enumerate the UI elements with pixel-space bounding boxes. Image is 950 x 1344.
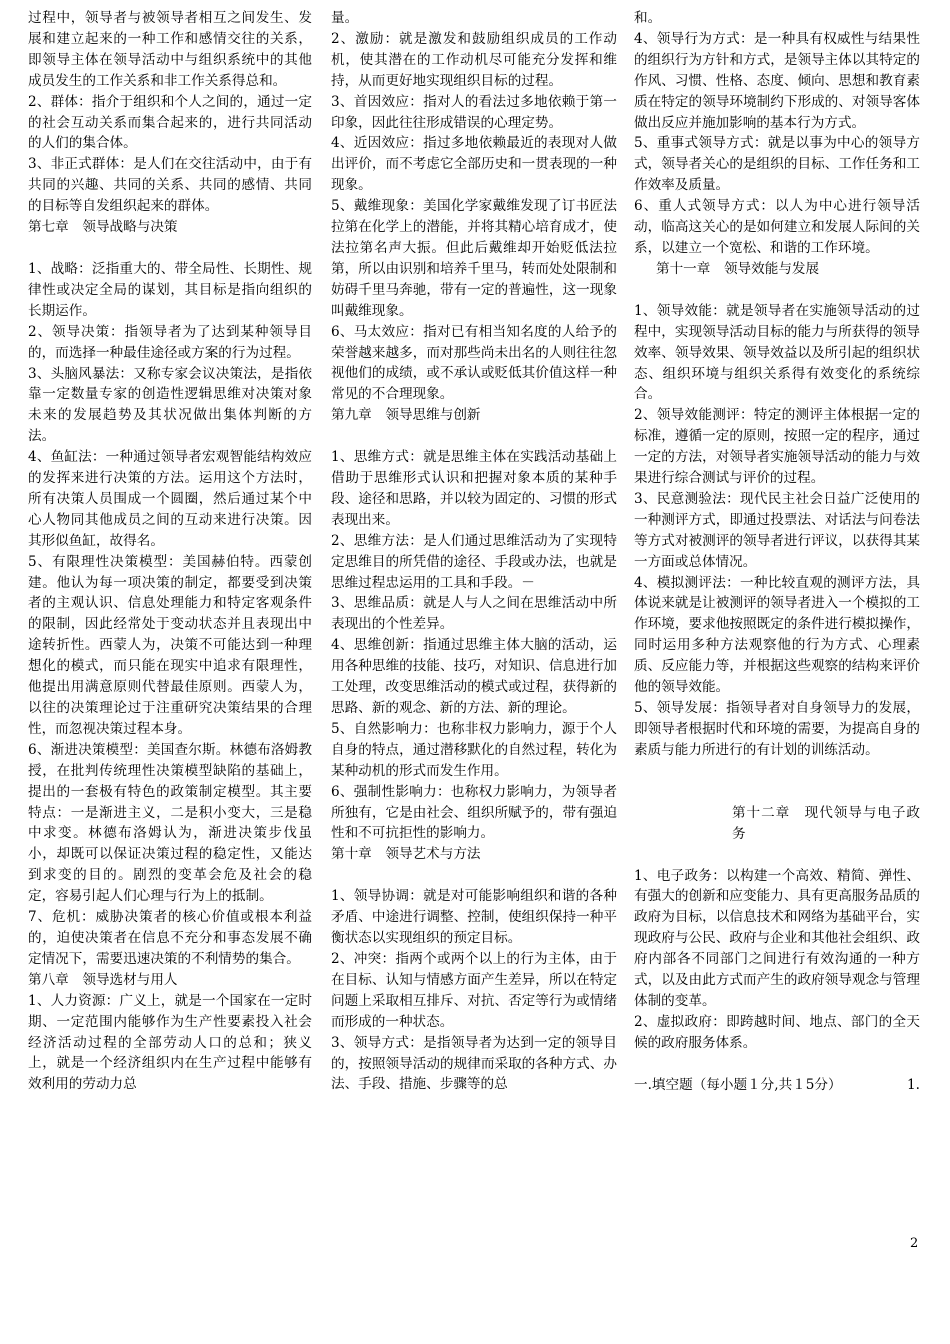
chapter-12-heading: 第十二章 现代领导与电子政务	[732, 804, 920, 842]
paragraph-simulation-evaluation: 4、模拟测评法：一种比较直观的测评方法，具体说来就是让被测评的领导者进入一个模拟的工作环境，要求他按照既定的条件进行模拟操作，同时运用多种方法观察他的行为方式、心理素质、反应能力等，并根据这些观察的结构来评价他的领导效能。	[634, 574, 920, 696]
paragraph-coordination: 1、领导协调：就是对可能影响组织和谐的各种矛盾、中途进行调整、控制，使组织保持一种平衡状态以实现组织的预定目标。	[331, 888, 617, 947]
paragraph-leadership-style: 3、领导方式：是指领导者为达到一定的领导目的，按照领导活动的规律而采取的各种方式、办法、手段、措施、步骤等的总	[331, 1034, 617, 1093]
paragraph-primacy-effect: 3、首因效应：指对人的看法过多地依赖于第一印象，因此往往形成错误的心理定势。	[331, 93, 617, 131]
paragraph-relationship: 过程中，领导者与被领导者相互之间发生、发展和建立起来的一种工作和感情交往的关系，即领导主体在领导活动中与组织系统中的其他成员发生的工作关系和非工作关系得总和。	[28, 10, 312, 89]
page-number: 2	[910, 1236, 919, 1251]
paragraph-task-oriented: 5、重事式领导方式：就是以事为中心的领导方式，领导者关心的是组织的目标、工作任务和工作效率及质量。	[634, 135, 920, 194]
paragraph-thinking-quality: 3、思维品质：就是人与人之间在思维活动中所表现出的个性差异。	[331, 595, 617, 633]
paragraph-motivation: 2、激励：就是激发和鼓励组织成员的工作动机，使其潜在的工作动机尽可能充分发挥和维持，从而更好地实现组织目标的过程。	[331, 30, 617, 89]
paragraph-leadership-behavior: 4、领导行为方式：是一种具有权威性与结果性的组织行为方针和方式，是领导主体以其特定的作风、习惯、性格、态度、倾向、思想和教育素质在特定的领导环境制约下形成的、对领导客体做出反应并施加影响的基本行为方式。	[634, 30, 920, 131]
paragraph-bounded-rationality: 5、有限理性决策模型：美国赫伯特。西蒙创建。他认为每一项决策的制定，都要受到决策者的主观认识、信息处理能力和特定客观条件的限制，因此经常处于变动状态并且表现出中途转折性。西蒙人为，决策不可能达到一种理想化的模式，而只能在现实中追求有限理性，他提出用满意原则代替最佳原则。西蒙人为，以往的决策理论过于注重研究决策结果的合理性，而忽视决策过程本身。	[28, 553, 312, 737]
chapter-10-heading: 第十章 领导艺术与方法	[331, 846, 481, 863]
paragraph-leadership-decision: 2、领导决策：指领导者为了达到某种领导目的，而选择一种最佳途径或方案的行为过程。	[28, 323, 312, 361]
paragraph-human-resources: 1、人力资源：广义上，就是一个国家在一定时期、一定范围内能够作为生产性要素投入社会经济活动过程的全部劳动人口的总和；狭义上，就是一个经济组织内在生产过程中能够有效利用的劳动力总	[28, 992, 312, 1093]
paragraph-conflict: 2、冲突：指两个或两个以上的行为主体，由于在目标、认知与情感方面产生差异，所以在特定问题上采取相互排斥、对抗、否定等行为或情绪而形成的一种状态。	[331, 950, 617, 1030]
paragraph-efficacy-evaluation: 2、领导效能测评：特定的测评主体根据一定的标准，遵循一定的原则，按照一定的程序，通过一定的方法，对领导者实施领导活动的能力与效果进行综合测试与评价的过程。	[634, 407, 920, 487]
paragraph-continued: 量。	[331, 10, 359, 26]
paragraph-incremental-model: 6、渐进决策模型：美国查尔斯。林德布洛姆教授，在批判传统理性决策模型缺陷的基础上，提出的一套极有特色的政策制定模型。其主要特点：一是渐进主义，二是积小变大，三是稳中求变。林德布洛姆认为，渐进决策步伐虽小，却既可以保证决策过程的稳定性，又能达到求变的目的。剧烈的变革会危及社会的稳定，容易引起人们心理与行为上的抵制。	[28, 741, 312, 905]
paragraph-fishbowl: 4、鱼缸法：一种通过领导者宏观智能结构效应的发挥来进行决策的方法。运用这个方法时，所有决策人员围成一个圆圈，然后通过某个中心人物同其他成员之间的互动来进行决策。因其形似鱼缸，故得名。	[28, 449, 312, 549]
paragraph-continued: 和。	[634, 10, 662, 26]
chapter-9-heading: 第九章 领导思维与创新	[331, 407, 481, 424]
paragraph-recency-effect: 4、近因效应：指过多地依赖最近的表现对人做出评价，而不考虑它全部历史和一贯表现的一种现象。	[331, 135, 617, 194]
paragraph-leadership-efficacy: 1、领导效能：就是领导者在实施领导活动的过程中，实现领导活动目标的能力与所获得的领导效率、领导效果、领导效益以及所引起的组织状态、组织环境与组织关系得有效变化的系统综合。	[634, 302, 920, 403]
paragraph-opinion-poll: 3、民意测验法：现代民主社会日益广泛使用的一种测评方式，即通过投票法、对话法与问卷法等方式对被测评的领导者进行评议，以获得其某一方面或总体情况。	[634, 490, 920, 570]
column-3	[634, 8, 920, 1096]
column-2	[331, 8, 617, 1095]
paragraph-leadership-development: 5、领导发展：指领导者对自身领导力的发展，即领导者根据时代和环境的需要，为提高自身的素质与能力所进行的有计划的训练活动。	[634, 700, 920, 758]
paragraph-thinking-method: 2、思维方法：是人们通过思维活动为了实现特定思维目的所凭借的途径、手段或办法，也就是思维过程忠运用的工具和手段。－	[331, 532, 617, 591]
paragraph-matthew-effect: 6、马太效应：指对已有相当知名度的人给予的荣誉越来越多，而对那些尚未出名的人则往往忽视他们的成绩，或不承认或贬低其价值这样一种常见的不合理现象。	[331, 323, 617, 403]
paragraph-davy-phenomenon: 5、戴维现象：美国化学家戴维发现了订书匠法拉第在化学上的潜能，并将其精心培育成才，使法拉第名声大振。但此后戴维却开始贬低法拉第，所以由识别和培养千里马，转而处处限制和妨碍千里马奔驰，带有一定的普遍性，这一现象叫戴维现象。	[331, 198, 617, 319]
paragraph-thinking-innovation: 4、思维创新：指通过思维主体大脑的活动，运用各种思维的技能、技巧，对知识、信息进行加工处理，改变思维活动的模式或过程，获得新的思路、新的观念、新的方法、新的理论。	[331, 637, 617, 716]
paragraph-people-oriented: 6、重人式领导方式：以人为中心进行领导活动，临高这关心的是如何建立和发展人际间的关系，以建立一个宽松、和谐的工作环境。	[634, 198, 920, 256]
fill-in-number: 1.	[907, 1076, 920, 1093]
paragraph-e-government: 1、电子政务：以构建一个高效、精简、弹性、有强大的创新和应变能力、具有更高服务品质的政府为目标，以信息技术和网络为基础平台，实现政府与公民、政府与企业和其他社会组织、政府内部各不同部门之间进行有效沟通的一种方式，以及由此方式而产生的政府领导观念与管理体制的变革。	[634, 867, 920, 1009]
paragraph-crisis: 7、危机：威胁决策者的核心价值或根本利益的，迫使决策者在信息不充分和事态发展不确定情况下，需要迅速决策的不利情势的集合。	[28, 909, 312, 967]
fill-in-section-title	[634, 1075, 920, 1096]
paragraph-thinking-mode: 1、思维方式：就是思维主体在实践活动基础上借助于思维形式认识和把握对象本质的某种手段、途径和思路，并以较为固定的、习惯的形式表现出来。	[331, 449, 617, 528]
paragraph-virtual-government: 2、虚拟政府：即跨越时间、地点、部门的全天候的政府服务体系。	[634, 1013, 920, 1051]
chapter-8-heading: 第八章 领导选材与用人	[28, 971, 178, 988]
chapter-7-heading: 第七章 领导战略与决策	[28, 219, 178, 236]
chapter-11-heading: 第十一章 领导效能与发展	[656, 260, 820, 277]
fill-in-title: 一.填空题（每小题１分,共１5分）	[634, 1076, 842, 1093]
paragraph-group: 2、群体：指介于组织和个人之间的，通过一定的社会互动关系而集合起来的，进行共同活动的人们的集合体。	[28, 93, 312, 152]
paragraph-coercive-influence: 6、强制性影响力：也称权力影响力，为领导者所独有，它是由社会、组织所赋予的，带有强迫性和不可抗拒性的影响力。	[331, 783, 617, 842]
paragraph-brainstorming: 3、头脑风暴法：又称专家会议决策法，是指依靠一定数量专家的创造性逻辑思维对决策对象未来的发展趋势及其状况做出集体判断的方法。	[28, 365, 312, 445]
paragraph-informal-group: 3、非正式群体：是人们在交往活动中，由于有共同的兴趣、共同的关系、共同的感情、共同的目标等自发组织起来的群体。	[28, 156, 312, 215]
column-1	[28, 8, 312, 1095]
paragraph-natural-influence: 5、自然影响力：也称非权力影响力，源于个人自身的特点，通过潜移默化的自然过程，转化为某种动机的形式而发生作用。	[331, 720, 617, 779]
paragraph-strategy: 1、战略：泛指重大的、带全局性、长期性、规律性或决定全局的谋划，其目标是指向组织的长期运作。	[28, 260, 312, 319]
